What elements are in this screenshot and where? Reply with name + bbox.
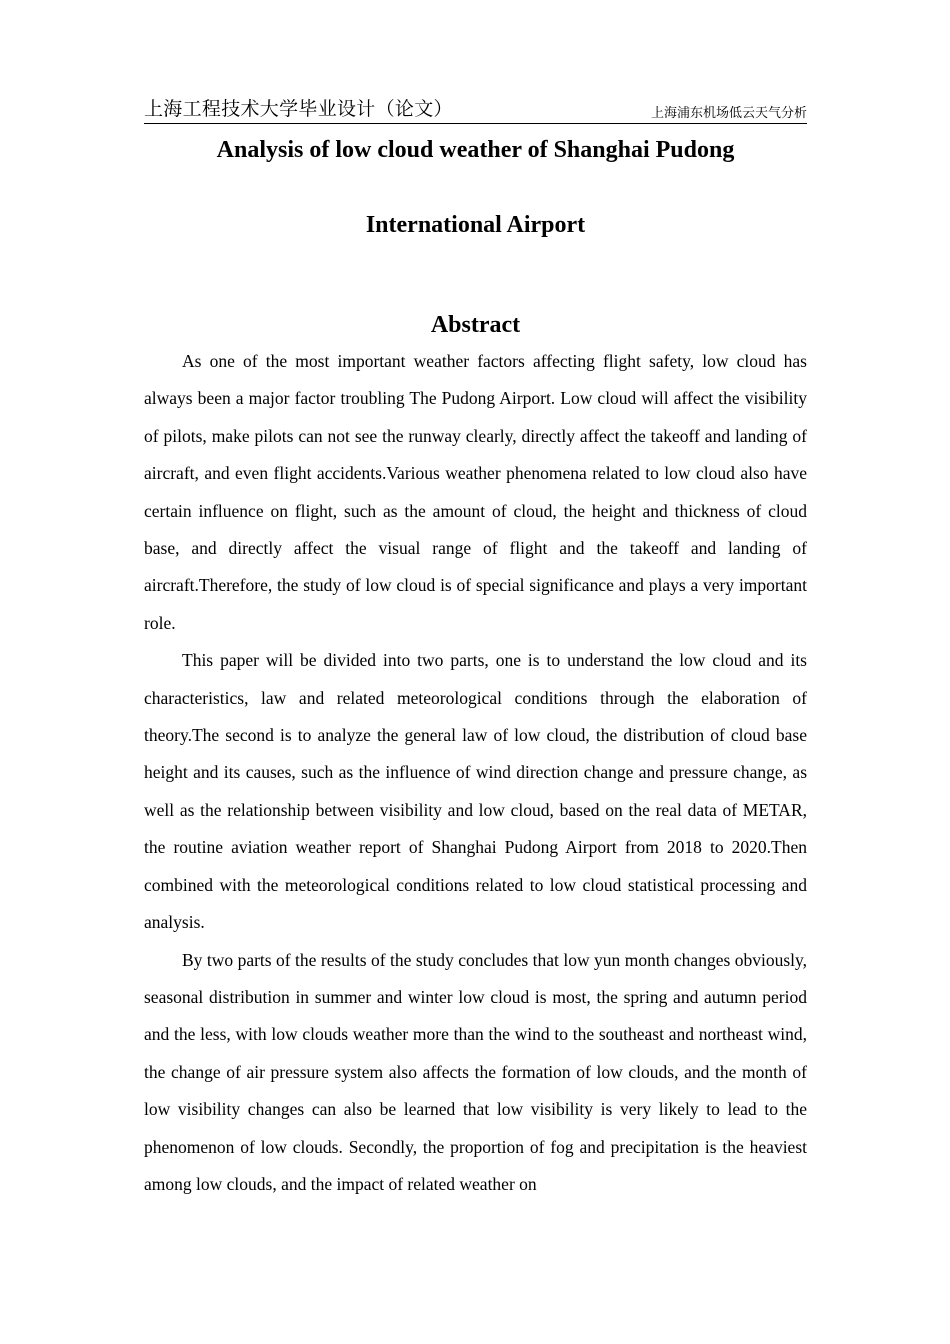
abstract-heading: Abstract — [430, 312, 521, 338]
abstract-body — [144, 343, 807, 1203]
header-thesis-label: 上海工程技术大学毕业设计（论文） — [144, 98, 453, 120]
abstract-paragraph-3: By two parts of the results of the study concludes that low yun month changes obviously, seasonal distribution in summer and winter low cloud is most, the spring and autumn period and the less, with low clouds weather more than the wind to the southeast and northeast wind, the change of air pressure system also affects the formation of low clouds, and the month of low visibility changes can also be learned that low visibility is very likely to lead to the phenomenon of low clouds. Secondly, the proportion of fog and precipitation is the heaviest among low clouds, and the impact of related weather on — [144, 949, 807, 1194]
abstract-paragraph-1: As one of the most important weather factors affecting flight safety, low cloud has always been a major factor troubling The Pudong Airport. Low cloud will affect the visibility of pilots, make pilots can not see the runway clearly, directly affect the takeoff and landing of aircraft, and even flight accidents.Various weather phenomena related to low cloud also have certain influence on flight, such as the amount of cloud, the height and thickness of cloud base, and directly affect the visual range of flight and the takeoff and landing of aircraft.Therefore, the study of low cloud is of special significance and plays a very important role. — [144, 351, 807, 633]
abstract-paragraph-2: This paper will be divided into two parts, one is to understand the low cloud and its characteristics, law and related meteorological conditions through the elaboration of theory.The second is to analyze the general law of low cloud, the distribution of cloud base height and its causes, such as the influence of wind direction change and pressure change, as well as the relationship between visibility and low cloud, based on the real data of METAR, the routine aviation weather report of Shanghai Pudong Airport from 2018 to 2020.Then combined with the meteorological conditions related to low cloud statistical processing and analysis. — [144, 650, 807, 933]
paper-title-line-2: International Airport — [365, 212, 586, 238]
header-thesis-topic: 上海浦东机场低云天气分析 — [650, 106, 807, 121]
paper-title-line-1: Analysis of low cloud weather of Shanghai Pudong — [216, 137, 735, 163]
page-header — [144, 96, 807, 124]
